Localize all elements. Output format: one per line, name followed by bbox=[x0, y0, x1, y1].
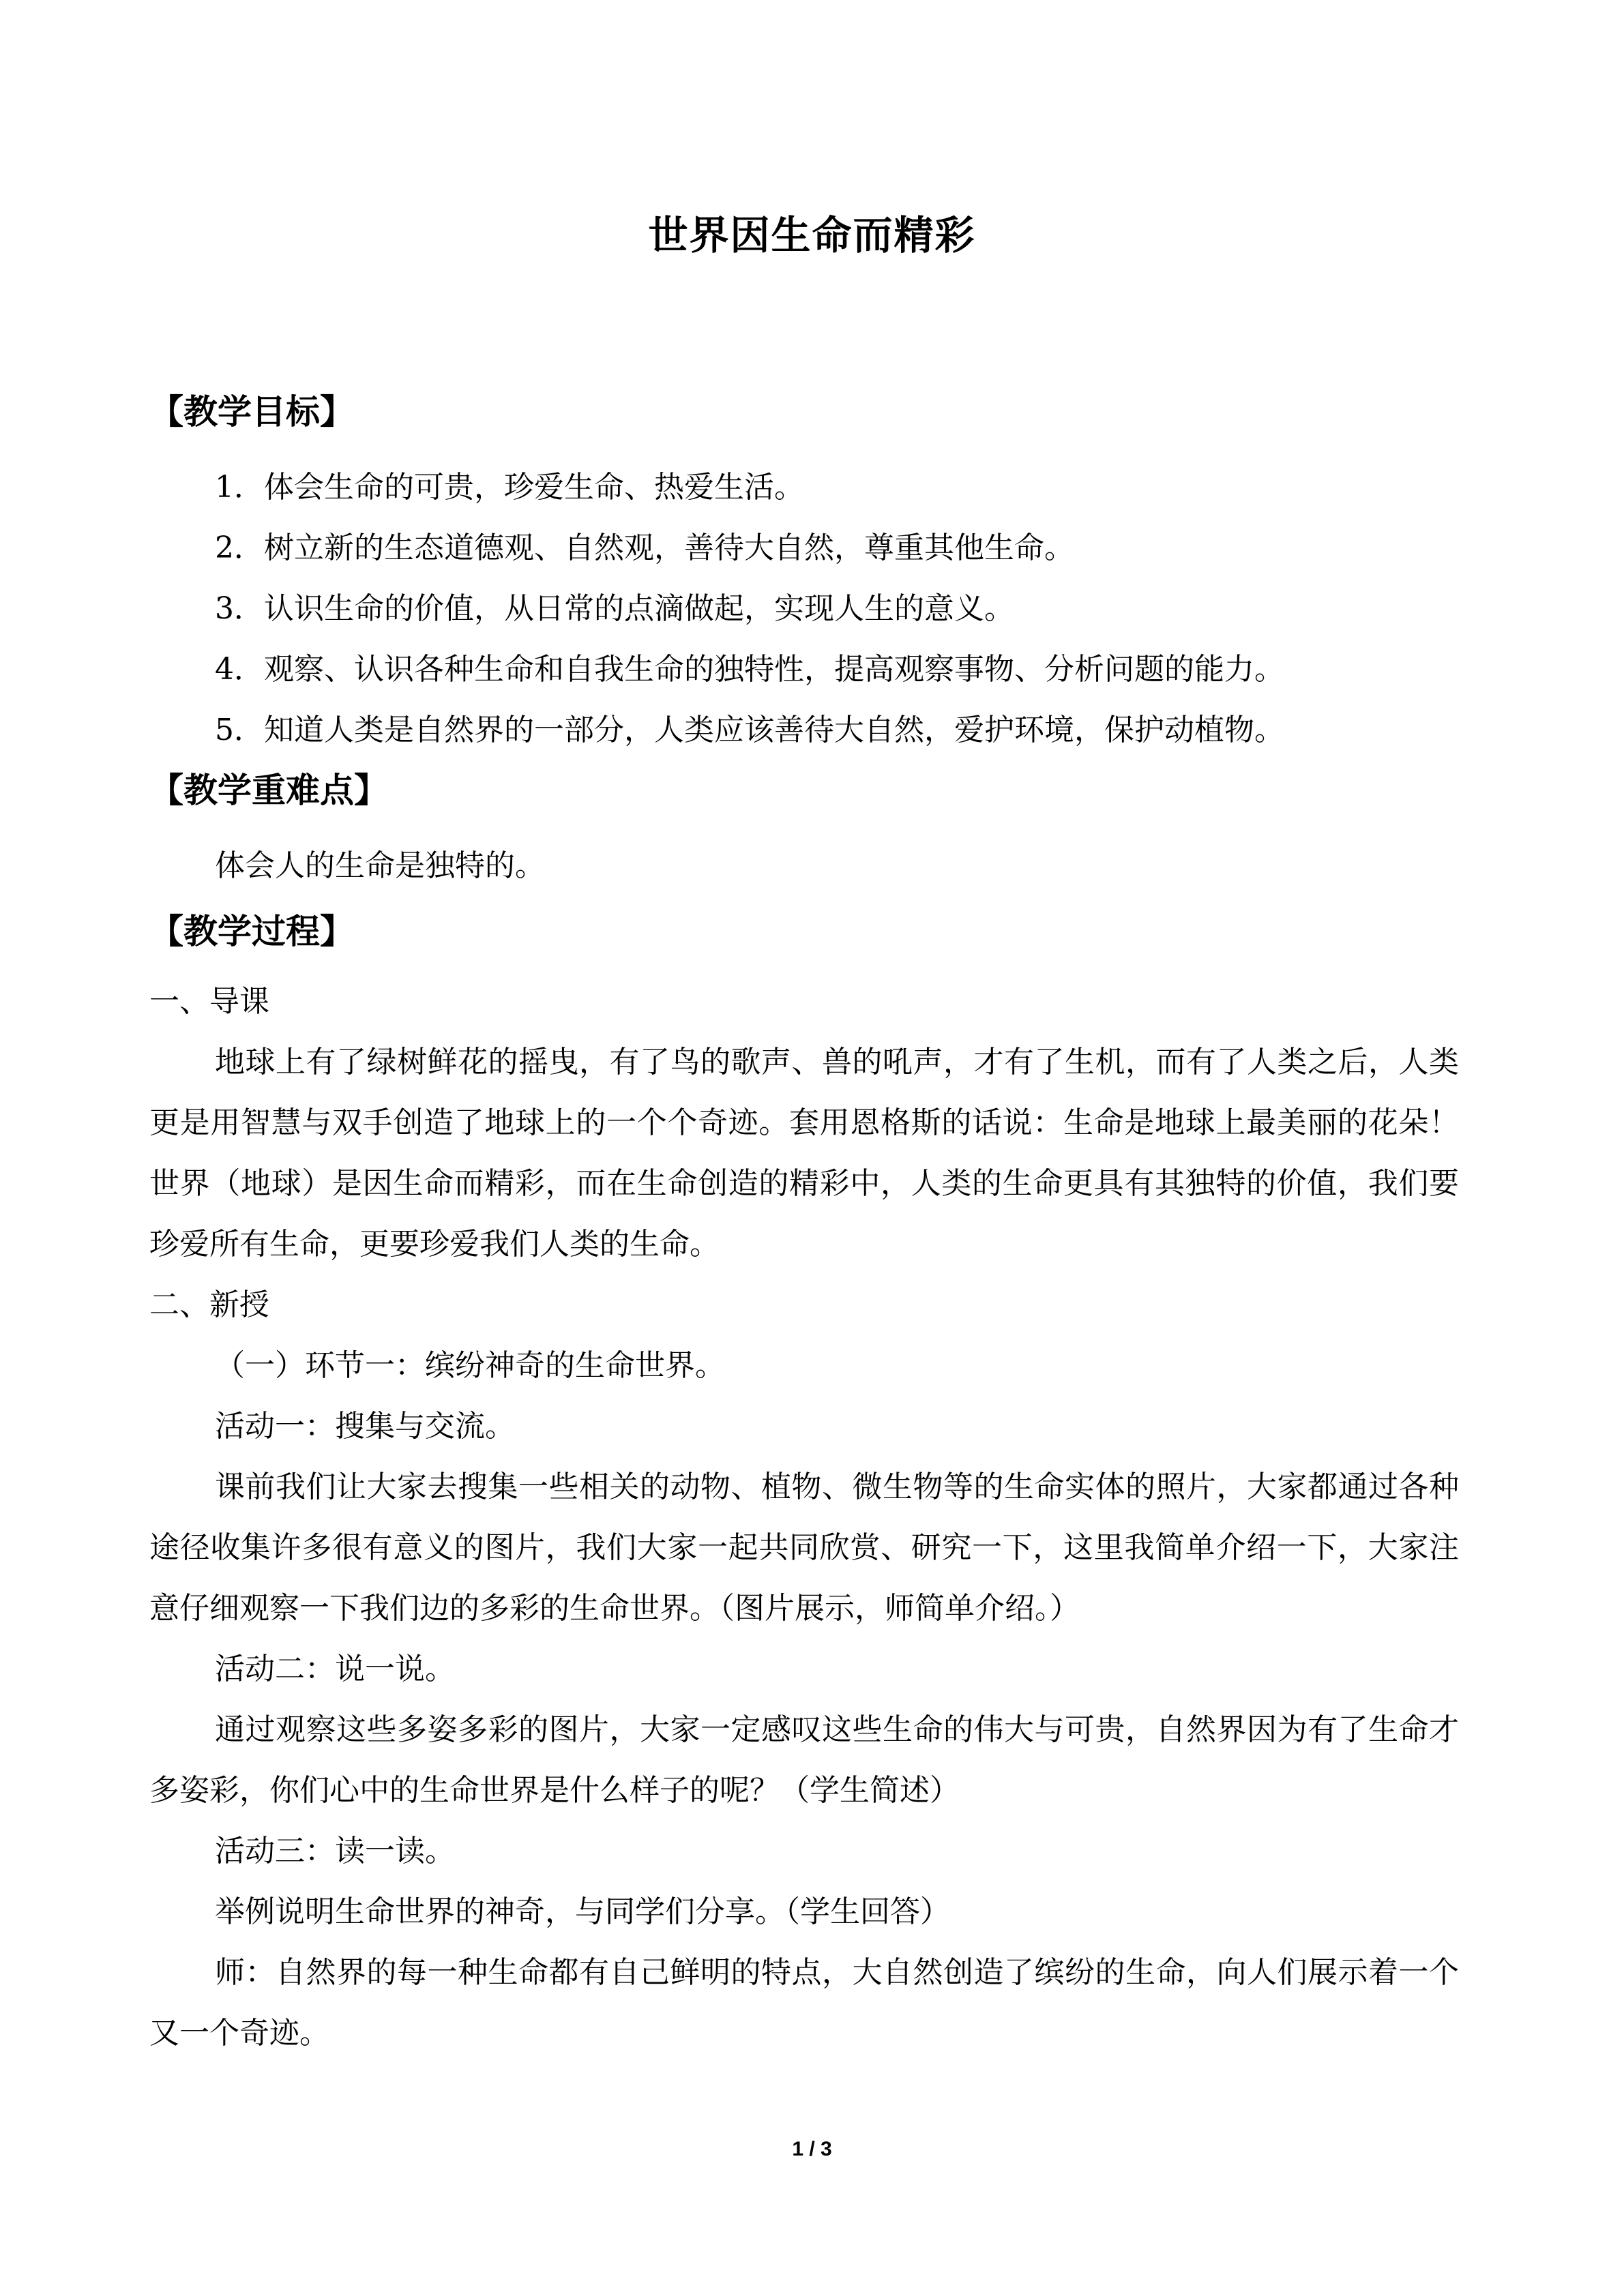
teacher-paragraph: 师：自然界的每一种生命都有自己鲜明的特点，大自然创造了缤纷的生命，向人们展示着一个又一个奇迹。 bbox=[149, 1955, 1459, 2051]
goal-item: 1．体会生命的可贵，珍爱生命、热爱生活。 bbox=[215, 470, 804, 505]
activity-title: 活动二：说一说。 bbox=[215, 1652, 455, 1686]
goals-heading: 【教学目标】 bbox=[149, 391, 354, 432]
document-title: 世界因生命而精彩 bbox=[648, 212, 976, 258]
intro-paragraph: 地球上有了绿树鲜花的摇曳，有了鸟的歌声、兽的吼声，才有了生机，而有了人类之后，人类更是用智慧与双手创造了地球上的一个个奇迹。套用恩格斯的话说：生命是地球上最美丽的花朵！世界（地球）是因生命而精彩，而在生命创造的精彩中，人类的生命更具有其独特的价值，我们要珍爱所有生命，更要珍爱我们人类的生命。 bbox=[149, 1045, 1459, 1262]
goal-item: 3．认识生命的价值，从日常的点滴做起，实现人生的意义。 bbox=[215, 591, 1014, 626]
goal-item: 4．观察、认识各种生命和自我生命的独特性，提高观察事物、分析问题的能力。 bbox=[215, 652, 1284, 687]
goal-item: 5．知道人类是自然界的一部分，人类应该善待大自然，爱护环境，保护动植物。 bbox=[215, 713, 1284, 747]
goals-list bbox=[149, 457, 1459, 760]
section-title-new: 二、新授 bbox=[149, 1287, 269, 1322]
activity-paragraph: 举例说明生命世界的神奇，与同学们分享。（学生回答） bbox=[215, 1894, 950, 1929]
activity-paragraph: 通过观察这些多姿多彩的图片，大家一定感叹这些生命的伟大与可贵，自然界因为有了生命才多姿彩，你们心中的生命世界是什么样子的呢？（学生简述） bbox=[149, 1712, 1459, 1808]
subsection-title: （一）环节一：缤纷神奇的生命世界。 bbox=[215, 1348, 725, 1383]
activity-title: 活动三：读一读。 bbox=[215, 1834, 455, 1868]
process-heading: 【教学过程】 bbox=[149, 911, 354, 951]
activity-title: 活动一：搜集与交流。 bbox=[215, 1409, 515, 1444]
goal-item: 2．树立新的生态道德观、自然观，善待大自然，尊重其他生命。 bbox=[215, 531, 1074, 565]
page-indicator: 1 / 3 bbox=[792, 2138, 832, 2160]
keypoints-text: 体会人的生命是独特的。 bbox=[215, 848, 545, 883]
document-body bbox=[149, 382, 1459, 2063]
keypoints-heading: 【教学重难点】 bbox=[149, 770, 388, 810]
section-title-intro: 一、导课 bbox=[149, 984, 269, 1019]
activity-paragraph: 课前我们让大家去搜集一些相关的动物、植物、微生物等的生命实体的照片，大家都通过各种途径收集许多很有意义的图片，我们大家一起共同欣赏、研究一下，这里我简单介绍一下，大家注意仔细观察一下我们边的多彩的生命世界。（图片展示，师简单介绍。） bbox=[149, 1470, 1459, 1626]
